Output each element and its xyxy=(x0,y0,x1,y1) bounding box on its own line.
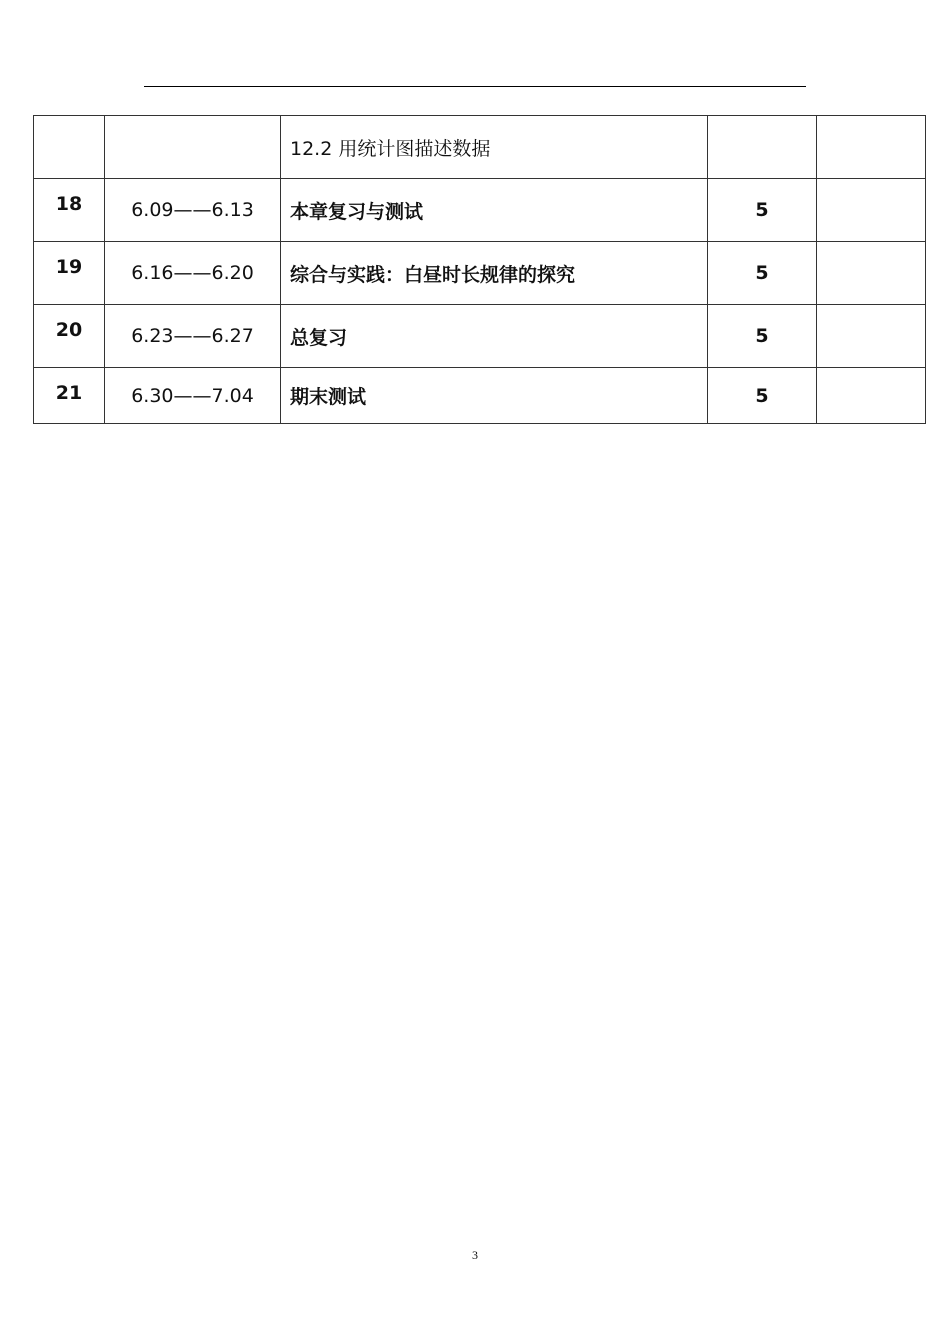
content-cell: 总复习 xyxy=(281,305,708,368)
content-cell: 期末测试 xyxy=(281,368,708,424)
date-range-cell: 6.23——6.27 xyxy=(105,305,281,368)
note-cell xyxy=(817,305,926,368)
date-range-cell xyxy=(105,116,281,179)
hours-cell: 5 xyxy=(708,242,817,305)
note-cell xyxy=(817,242,926,305)
hours-cell: 5 xyxy=(708,368,817,424)
hours-cell: 5 xyxy=(708,179,817,242)
table-row xyxy=(34,116,926,179)
week-cell: 19 xyxy=(34,242,105,305)
header-rule xyxy=(144,86,806,87)
week-cell: 20 xyxy=(34,305,105,368)
table-row xyxy=(34,305,926,368)
content-cell: 综合与实践：白昼时长规律的探究 xyxy=(281,242,708,305)
week-cell xyxy=(34,116,105,179)
table-row xyxy=(34,242,926,305)
table-row xyxy=(34,368,926,424)
content-cell: 12.2 用统计图描述数据 xyxy=(281,116,708,179)
note-cell xyxy=(817,179,926,242)
date-range-cell: 6.16——6.20 xyxy=(105,242,281,305)
date-range-cell: 6.30——7.04 xyxy=(105,368,281,424)
page-number: 3 xyxy=(472,1248,478,1262)
teaching-schedule-table xyxy=(33,115,926,424)
note-cell xyxy=(817,368,926,424)
note-cell xyxy=(817,116,926,179)
week-cell: 21 xyxy=(34,368,105,424)
hours-cell xyxy=(708,116,817,179)
content-cell: 本章复习与测试 xyxy=(281,179,708,242)
hours-cell: 5 xyxy=(708,305,817,368)
table-row xyxy=(34,179,926,242)
date-range-cell: 6.09——6.13 xyxy=(105,179,281,242)
week-cell: 18 xyxy=(34,179,105,242)
